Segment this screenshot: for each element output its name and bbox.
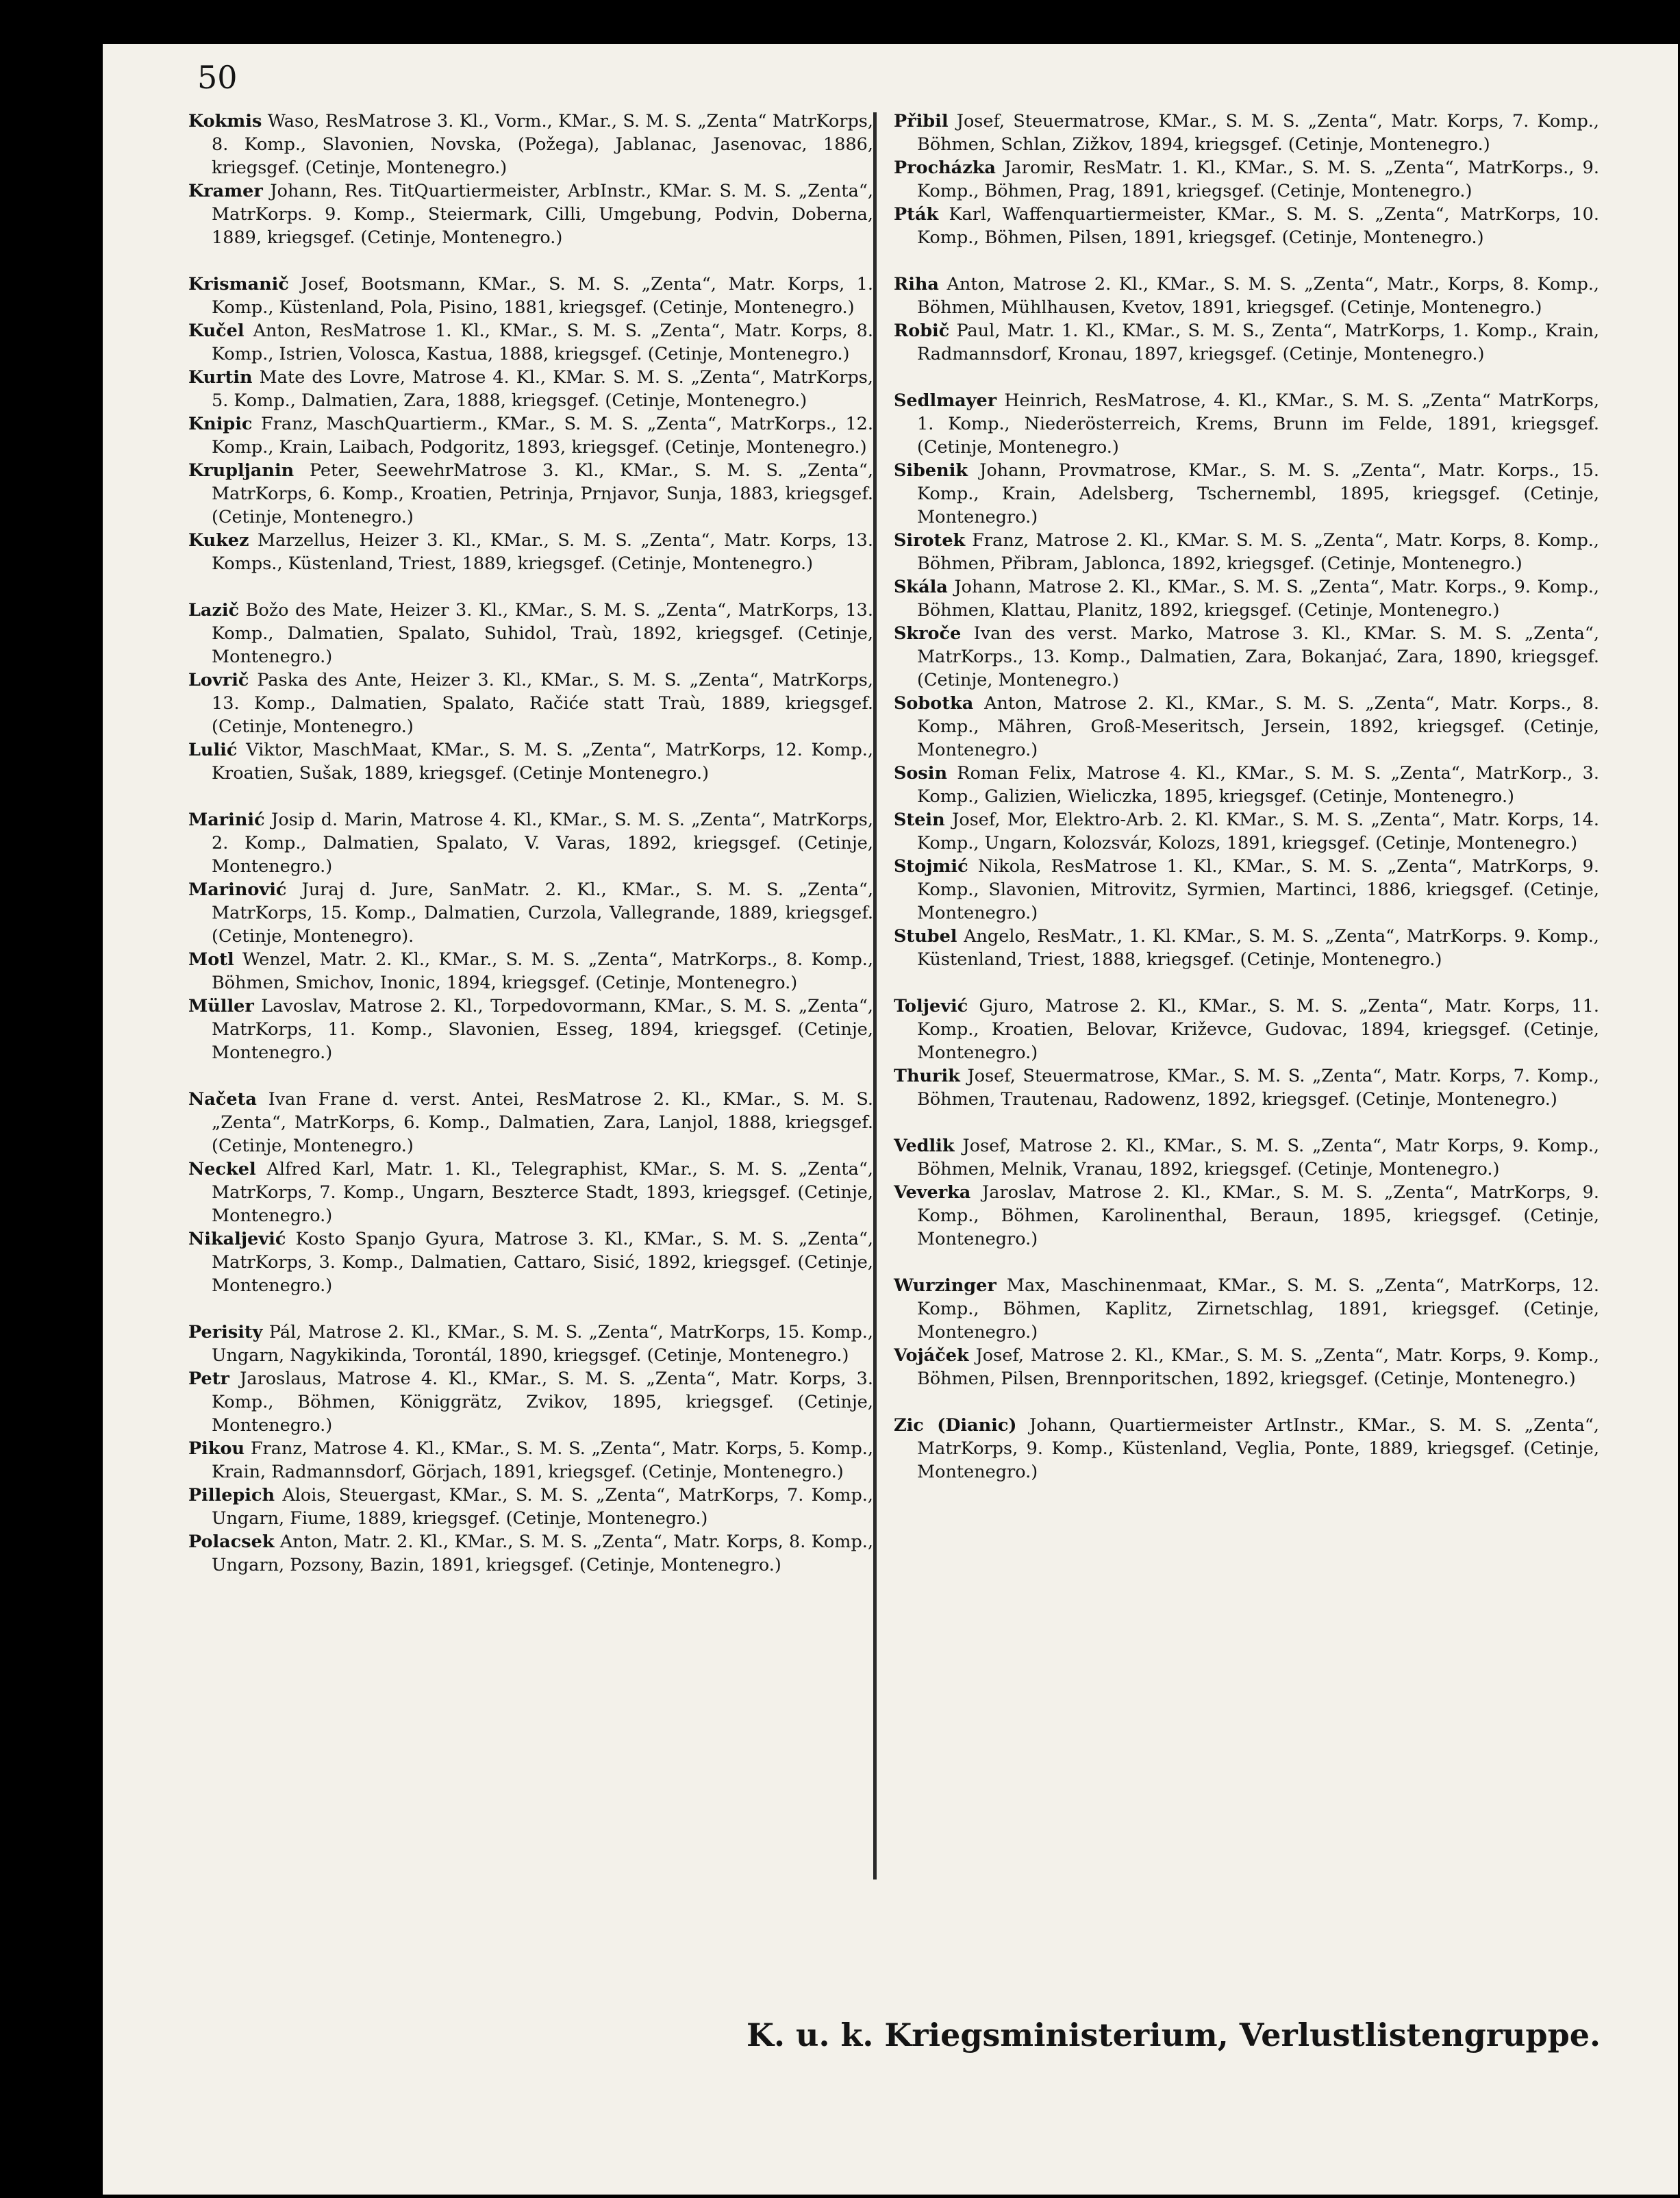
entry-surname: Vedlik	[894, 1136, 955, 1156]
entry-surname: Vojáček	[894, 1345, 969, 1366]
entry-surname: Marinić	[188, 810, 265, 830]
entry-details: Johann, Provmatrose, KMar., S. M. S. „Zenta“, Matr. Korps., 15. Komp., Krain, Adelsberg, Tschernembl, 1895, kriegsgef. (Cetinje, Montenegro.)	[917, 460, 1599, 527]
entry-details: Juraj d. Jure, SanMatr. 2. Kl., KMar., S. M. S. „Zenta“, MatrKorps, 15. Komp., Dalmatien, Curzola, Vallegrande, 1889, kriegsgef. (Cetinje, Montenegro).	[212, 879, 873, 947]
entry-surname: Riha	[894, 274, 939, 295]
entry-details: Franz, Matrose 2. Kl., KMar. S. M. S. „Zenta“, Matr. Korps, 8. Komp., Böhmen, Přibram, Jablonca, 1892, kriegsgef. (Cetinje, Montenegro.)	[917, 530, 1600, 574]
entry-details: Waso, ResMatrose 3. Kl., Vorm., KMar., S. M. S. „Zenta“ MatrKorps, 8. Komp., Slavonien, Novska, (Požega), Jablanac, Jasenovac, 1886, kriegsgef. (Cetinje, Montenegro.)	[212, 111, 873, 178]
list-entry	[188, 669, 873, 738]
list-entry	[188, 1158, 873, 1227]
list-entry	[188, 1227, 873, 1297]
entry-details: Mate des Lovre, Matrose 4. Kl., KMar. S. M. S. „Zenta“, MatrKorps, 5. Komp., Dalmatien, Zara, 1888, kriegsgef. (Cetinje, Montenegro.)	[212, 367, 873, 411]
entry-details: Alfred Karl, Matr. 1. Kl., Telegraphist, KMar., S. M. S. „Zenta“, MatrKorps, 7. Komp., Ungarn, Beszterce Stadt, 1893, kriegsgef. (Cetinje, Montenegro.)	[212, 1159, 873, 1226]
entry-surname: Kramer	[188, 181, 263, 201]
list-entry	[188, 738, 873, 785]
entry-surname: Sosin	[894, 763, 948, 784]
entry-surname: Stein	[894, 810, 945, 830]
entry-surname: Sobotka	[894, 693, 974, 714]
entry-details: Franz, Matrose 4. Kl., KMar., S. M. S. „Zenta“, Matr. Korps, 5. Komp., Krain, Radmannsdorf, Görjach, 1891, kriegsgef. (Cetinje, Montenegro.)	[212, 1438, 873, 1482]
entry-details: Karl, Waffenquartiermeister, KMar., S. M. S. „Zenta“, MatrKorps, 10. Komp., Böhmen, Pilsen, 1891, kriegsgef. (Cetinje, Montenegro.)	[917, 204, 1599, 248]
signature-line: K. u. k. Kriegsministerium, Verlustlistengruppe.	[747, 2016, 1601, 2053]
entry-details: Marzellus, Heizer 3. Kl., KMar., S. M. S. „Zenta“, Matr. Korps, 13. Komps., Küstenland, Triest, 1889, kriegsgef. (Cetinje, Montenegro.)	[212, 530, 874, 574]
list-entry	[188, 366, 873, 412]
entry-surname: Lulić	[188, 740, 238, 760]
entry-details: Josef, Steuermatrose, KMar., S. M. S. „Zenta“, Matr. Korps, 7. Komp., Böhmen, Schlan, Zižkov, 1894, kriegsgef. (Cetinje, Montenegro.)	[917, 111, 1599, 155]
entry-details: Anton, Matrose 2. Kl., KMar., S. M. S. „Zenta“, Matr., Korps, 8. Komp., Böhmen, Mühlhausen, Kvetov, 1891, kriegsgef. (Cetinje, Montenegro.)	[917, 274, 1600, 318]
list-entry	[894, 529, 1599, 575]
list-entry	[188, 1484, 873, 1530]
page-number: 50	[197, 59, 238, 96]
list-entry	[894, 575, 1599, 622]
list-entry	[894, 1414, 1599, 1484]
document-page	[103, 44, 1678, 2195]
list-entry	[894, 319, 1599, 366]
entry-surname: Stojmić	[894, 856, 968, 877]
entry-details: Gjuro, Matrose 2. Kl., KMar., S. M. S. „Zenta“, Matr. Korps, 11. Komp., Kroatien, Belovar, Križevce, Gudovac, 1894, kriegsgef. (Cetinje, Montenegro.)	[917, 996, 1599, 1063]
list-entry	[894, 1064, 1599, 1111]
list-entry	[188, 179, 873, 249]
entry-details: Viktor, MaschMaat, KMar., S. M. S. „Zenta“, MatrKorps, 12. Komp., Kroatien, Sušak, 1889, kriegsgef. (Cetinje Montenegro.)	[212, 740, 874, 784]
entry-details: Alois, Steuergast, KMar., S. M. S. „Zenta“, MatrKorps, 7. Komp., Ungarn, Fiume, 1889, kriegsgef. (Cetinje, Montenegro.)	[212, 1485, 873, 1529]
entry-details: Roman Felix, Matrose 4. Kl., KMar., S. M. S. „Zenta“, MatrKorp., 3. Komp., Galizien, Wieliczka, 1895, kriegsgef. (Cetinje, Montenegro.)	[917, 763, 1599, 807]
entry-details: Nikola, ResMatrose 1. Kl., KMar., S. M. S. „Zenta“, MatrKorps, 9. Komp., Slavonien, Mitrovitz, Syrmien, Martinci, 1886, kriegsgef. (Cetinje, Montenegro.)	[917, 856, 1599, 923]
entry-surname: Robič	[894, 321, 950, 341]
left-column	[188, 110, 873, 1577]
list-entry	[188, 878, 873, 948]
entry-details: Josef, Matrose 2. Kl., KMar., S. M. S. „Zenta“, Matr Korps, 9. Komp., Böhmen, Melnik, Vranau, 1892, kriegsgef. (Cetinje, Montenegro.)	[917, 1136, 1599, 1179]
entry-details: Jaroslaus, Matrose 4. Kl., KMar., S. M. S. „Zenta“, Matr. Korps, 3. Komp., Böhmen, Königgrätz, Zvikov, 1895, kriegsgef. (Cetinje, Montenegro.)	[212, 1369, 873, 1436]
entry-surname: Pillepich	[188, 1485, 275, 1506]
entry-details: Božo des Mate, Heizer 3. Kl., KMar., S. M. S. „Zenta“, MatrKorps, 13. Komp., Dalmatien, Spalato, Suhidol, Traù, 1892, kriegsgef. (Cetinje, Montenegro.)	[212, 600, 873, 667]
list-entry	[894, 1134, 1599, 1181]
entry-surname: Motl	[188, 949, 234, 970]
list-entry	[894, 203, 1599, 249]
entry-details: Josef, Mor, Elektro-Arb. 2. Kl. KMar., S. M. S. „Zenta“, Matr. Korps, 14. Komp., Ungarn, Kolozsvár, Kolozs, 1891, kriegsgef. (Cetinje, Montenegro.)	[917, 810, 1599, 853]
entry-surname: Sirotek	[894, 530, 966, 551]
entry-surname: Polacsek	[188, 1532, 275, 1552]
entry-details: Angelo, ResMatr., 1. Kl. KMar., S. M. S. „Zenta“, MatrKorps. 9. Komp., Küstenland, Triest, 1888, kriegsgef. (Cetinje, Montenegro.)	[917, 926, 1600, 970]
list-entry	[894, 1344, 1599, 1390]
entry-details: Pál, Matrose 2. Kl., KMar., S. M. S. „Zenta“, MatrKorps, 15. Komp., Ungarn, Nagykikinda, Torontál, 1890, kriegsgef. (Cetinje, Montenegro.)	[212, 1322, 873, 1366]
entry-surname: Veverka	[894, 1182, 971, 1203]
entry-details: Franz, MaschQuartierm., KMar., S. M. S. „Zenta“, MatrKorps., 12. Komp., Krain, Laibach, Podgoritz, 1893, kriegsgef. (Cetinje, Montenegro.)	[212, 414, 873, 458]
entry-surname: Perisity	[188, 1322, 263, 1342]
list-entry	[188, 808, 873, 878]
entry-details: Anton, Matrose 2. Kl., KMar., S. M. S. „Zenta“, Matr. Korps., 8. Komp., Mähren, Groß-Meseritsch, Jersein, 1892, kriegsgef. (Cetinje, Montenegro.)	[917, 693, 1599, 760]
entry-details: Wenzel, Matr. 2. Kl., KMar., S. M. S. „Zenta“, MatrKorps., 8. Komp., Böhmen, Smichov, Inonic, 1894, kriegsgef. (Cetinje, Montenegro.)	[212, 949, 874, 993]
column-divider	[873, 112, 877, 1879]
list-entry	[894, 389, 1599, 459]
right-column	[894, 110, 1599, 1484]
entry-surname: Nikaljević	[188, 1229, 286, 1249]
entry-surname: Sibenik	[894, 460, 968, 481]
entry-details: Johann, Quartiermeister ArtInstr., KMar., S. M. S. „Zenta“, MatrKorps, 9. Komp., Küstenland, Veglia, Ponte, 1889, kriegsgef. (Cetinje, Montenegro.)	[917, 1415, 1599, 1482]
entry-details: Johann, Res. TitQuartiermeister, ArbInstr., KMar. S. M. S. „Zenta“, MatrKorps. 9. Komp., Steiermark, Cilli, Umgebung, Podvin, Doberna, 1889, kriegsgef. (Cetinje, Montenegro.)	[212, 181, 873, 248]
entry-surname: Neckel	[188, 1159, 256, 1179]
entry-details: Ivan Frane d. verst. Antei, ResMatrose 2. Kl., KMar., S. M. S. „Zenta“, MatrKorps, 6. Komp., Dalmatien, Zara, Lanjol, 1888, kriegsgef. (Cetinje, Montenegro.)	[212, 1089, 873, 1156]
list-entry	[188, 1437, 873, 1484]
list-entry	[894, 273, 1599, 319]
list-entry	[188, 948, 873, 995]
list-entry	[188, 1321, 873, 1367]
entry-surname: Procházka	[894, 158, 996, 178]
entry-details: Anton, ResMatrose 1. Kl., KMar., S. M. S. „Zenta“, Matr. Korps, 8. Komp., Istrien, Volosca, Kastua, 1888, kriegsgef. (Cetinje, Montenegro.)	[212, 321, 874, 364]
list-entry	[894, 925, 1599, 971]
entry-details: Lavoslav, Matrose 2. Kl., Torpedovormann, KMar., S. M. S. „Zenta“, MatrKorps, 11. Komp., Slavonien, Esseg, 1894, kriegsgef. (Cetinje, Montenegro.)	[212, 996, 873, 1063]
entry-surname: Skála	[894, 577, 948, 597]
entry-surname: Wurzinger	[894, 1275, 996, 1296]
list-entry	[188, 1530, 873, 1577]
entry-details: Jaromir, ResMatr. 1. Kl., KMar., S. M. S. „Zenta“, MatrKorps., 9. Komp., Böhmen, Prag, 1891, kriegsgef. (Cetinje, Montenegro.)	[917, 158, 1600, 201]
entry-surname: Sedlmayer	[894, 390, 997, 411]
entry-surname: Skroče	[894, 623, 962, 644]
entry-surname: Lazič	[188, 600, 240, 621]
entry-details: Josip d. Marin, Matrose 4. Kl., KMar., S. M. S. „Zenta“, MatrKorps, 2. Komp., Dalmatien, Spalato, V. Varas, 1892, kriegsgef. (Cetinje, Montenegro.)	[212, 810, 873, 877]
list-entry	[188, 110, 873, 179]
entry-surname: Marinović	[188, 879, 287, 900]
entry-surname: Pták	[894, 204, 939, 225]
list-entry	[894, 855, 1599, 925]
entry-surname: Stubel	[894, 926, 957, 947]
entry-surname: Pikou	[188, 1438, 245, 1459]
list-entry	[894, 762, 1599, 808]
entry-details: Josef, Steuermatrose, KMar., S. M. S. „Zenta“, Matr. Korps, 7. Komp., Böhmen, Trautenau, Radowenz, 1892, kriegsgef. (Cetinje, Montenegro.)	[917, 1066, 1599, 1110]
entry-surname: Zic (Dianic)	[894, 1415, 1017, 1436]
list-entry	[894, 1181, 1599, 1251]
list-entry	[188, 995, 873, 1064]
list-entry	[188, 529, 873, 575]
list-entry	[894, 692, 1599, 762]
entry-details: Josef, Matrose 2. Kl., KMar., S. M. S. „Zenta“, Matr. Korps, 9. Komp., Böhmen, Pilsen, Brennporitschen, 1892, kriegsgef. (Cetinje, Montenegro.)	[917, 1345, 1599, 1389]
entry-details: Max, Maschinenmaat, KMar., S. M. S. „Zenta“, MatrKorps, 12. Komp., Böhmen, Kaplitz, Zirnetschlag, 1891, kriegsgef. (Cetinje, Montenegro.)	[917, 1275, 1600, 1342]
entry-details: Josef, Bootsmann, KMar., S. M. S. „Zenta“, Matr. Korps, 1. Komp., Küstenland, Pola, Pisino, 1881, kriegsgef. (Cetinje, Montenegro.)	[212, 274, 874, 318]
list-entry	[894, 622, 1599, 692]
entry-surname: Petr	[188, 1369, 229, 1389]
entry-surname: Müller	[188, 996, 254, 1016]
entry-surname: Toljević	[894, 996, 968, 1016]
entry-surname: Načeta	[188, 1089, 257, 1110]
list-entry	[188, 459, 873, 529]
entry-surname: Kukez	[188, 530, 249, 551]
list-entry	[188, 1088, 873, 1158]
entry-surname: Kurtin	[188, 367, 253, 388]
entry-details: Peter, SeewehrMatrose 3. Kl., KMar., S. M. S. „Zenta“, MatrKorps, 6. Komp., Kroatien, Petrinja, Prnjavor, Sunja, 1883, kriegsgef. (Cetinje, Montenegro.)	[212, 460, 873, 527]
list-entry	[188, 319, 873, 366]
list-entry	[188, 599, 873, 669]
list-entry	[894, 110, 1599, 156]
entry-surname: Kučel	[188, 321, 245, 341]
list-entry	[188, 1367, 873, 1437]
entry-surname: Knipic	[188, 414, 253, 434]
entry-details: Paska des Ante, Heizer 3. Kl., KMar., S. M. S. „Zenta“, MatrKorps, 13. Komp., Dalmatien, Spalato, Račiće statt Traù, 1889, kriegsgef. (Cetinje, Montenegro.)	[212, 670, 873, 737]
entry-details: Anton, Matr. 2. Kl., KMar., S. M. S. „Zenta“, Matr. Korps, 8. Komp., Ungarn, Pozsony, Bazin, 1891, kriegsgef. (Cetinje, Montenegro.)	[212, 1532, 873, 1575]
entry-surname: Lovrič	[188, 670, 249, 690]
entry-surname: Přibil	[894, 111, 949, 132]
entry-surname: Kokmis	[188, 111, 262, 132]
list-entry	[894, 156, 1599, 203]
entry-details: Jaroslav, Matrose 2. Kl., KMar., S. M. S. „Zenta“, MatrKorps, 9. Komp., Böhmen, Karolinenthal, Beraun, 1895, kriegsgef. (Cetinje, Montenegro.)	[917, 1182, 1599, 1249]
list-entry	[894, 1274, 1599, 1344]
list-entry	[188, 412, 873, 459]
entry-surname: Krupljanin	[188, 460, 294, 481]
list-entry	[894, 995, 1599, 1064]
entry-details: Johann, Matrose 2. Kl., KMar., S. M. S. „Zenta“, Matr. Korps., 9. Komp., Böhmen, Klattau, Planitz, 1892, kriegsgef. (Cetinje, Montenegro.)	[917, 577, 1599, 621]
entry-surname: Thurik	[894, 1066, 960, 1086]
list-entry	[894, 459, 1599, 529]
entry-details: Paul, Matr. 1. Kl., KMar., S. M. S., Zenta“, MatrKorps, 1. Komp., Krain, Radmannsdorf, Kronau, 1897, kriegsgef. (Cetinje, Montenegro.)	[917, 321, 1599, 364]
entry-details: Kosto Spanjo Gyura, Matrose 3. Kl., KMar., S. M. S. „Zenta“, MatrKorps, 3. Komp., Dalmatien, Cattaro, Sisić, 1892, kriegsgef. (Cetinje, Montenegro.)	[212, 1229, 873, 1296]
entry-details: Heinrich, ResMatrose, 4. Kl., KMar., S. M. S. „Zenta“ MatrKorps, 1. Komp., Niederösterreich, Krems, Brunn im Felde, 1891, kriegsgef. (Cetinje, Montenegro.)	[917, 390, 1600, 458]
list-entry	[894, 808, 1599, 855]
entry-surname: Krismanič	[188, 274, 289, 295]
entry-details: Ivan des verst. Marko, Matrose 3. Kl., KMar. S. M. S. „Zenta“, MatrKorps., 13. Komp., Dalmatien, Zara, Bokanjać, Zara, 1890, kriegsgef. (Cetinje, Montenegro.)	[917, 623, 1599, 690]
list-entry	[188, 273, 873, 319]
